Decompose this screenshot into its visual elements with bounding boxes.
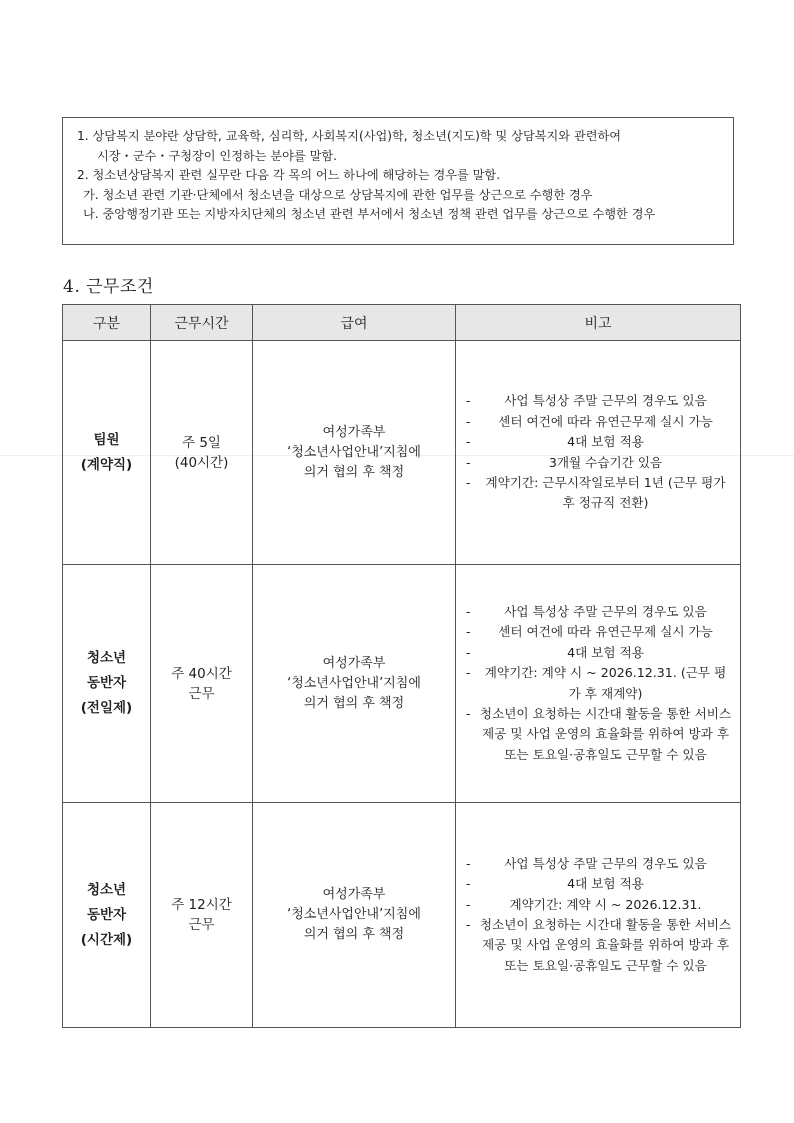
remark-item: - 청소년이 요청하는 시간대 활동을 통한 서비스 제공 및 사업 운영의 효율화를 위하여 방과 후 또는 토요일·공휴일도 근무할 수 있음 xyxy=(464,704,732,765)
cell-gubun xyxy=(63,341,151,565)
remarks-list xyxy=(464,602,732,765)
remark-item: - 청소년이 요청하는 시간대 활동을 통한 서비스 제공 및 사업 운영의 효율화를 위하여 방과 후 또는 토요일·공휴일도 근무할 수 있음 xyxy=(464,915,732,976)
cell-remarks xyxy=(456,803,741,1028)
cell-work-hours xyxy=(151,803,253,1028)
header-work-hours: 근무시간 xyxy=(151,305,253,341)
note-line-1-cont: 시장・군수・구청장이 인정하는 분야를 말함. xyxy=(97,148,338,163)
pay-line: 의거 협의 후 책정 xyxy=(303,695,405,711)
gubun-line: 동반자 xyxy=(86,906,127,923)
remark-item: - 4대 보험 적용 xyxy=(464,874,732,894)
pay-line: ‘청소년사업안내’지침에 xyxy=(287,444,421,460)
remark-item: - 계약기간: 계약 시 ~ 2026.12.31. (근무 평가 후 재계약) xyxy=(464,663,732,704)
notes-box xyxy=(62,117,734,245)
gubun-line: 동반자 xyxy=(86,675,127,691)
pay-line: 여성가족부 xyxy=(322,655,386,671)
cell-work-hours xyxy=(151,565,253,803)
table-row xyxy=(63,341,741,565)
time-line: 주 5일 xyxy=(182,434,221,451)
cell-remarks xyxy=(456,341,741,565)
note-item-na: 나. 중앙행정기관 또는 지방자치단체의 청소년 관련 부서에서 청소년 정책 관련 업무를 상근으로 수행한 경우 xyxy=(83,207,656,221)
time-line: 근무 xyxy=(188,917,215,933)
remark-item: - 3개월 수습기간 있음 xyxy=(464,453,732,473)
gubun-line: (계약직) xyxy=(80,456,133,473)
remark-item: - 4대 보험 적용 xyxy=(464,432,732,452)
table-row xyxy=(63,565,741,803)
time-line: 근무 xyxy=(188,685,215,702)
gubun-line: (시간제) xyxy=(80,931,133,948)
remark-item: - 사업 특성상 주말 근무의 경우도 있음 xyxy=(464,391,732,411)
cell-salary xyxy=(253,341,456,565)
table-row xyxy=(63,803,741,1028)
pay-line: 의거 협의 후 책정 xyxy=(303,464,405,480)
gubun-line: 청소년 xyxy=(86,650,127,666)
pay-line: ‘청소년사업안내’지침에 xyxy=(287,675,421,691)
work-conditions-table xyxy=(62,304,741,1028)
header-remarks: 비고 xyxy=(456,305,741,341)
gubun-line: (전일제) xyxy=(80,700,133,716)
time-line: 주 12시간 xyxy=(171,897,232,913)
remark-item: - 계약기간: 계약 시 ~ 2026.12.31. xyxy=(464,895,732,915)
remark-item: - 계약기간: 근무시작일로부터 1년 (근무 평가 후 정규직 전환) xyxy=(464,473,732,514)
pay-line: 의거 협의 후 책정 xyxy=(303,927,405,942)
note-item-ga: 가. 청소년 관련 기관·단체에서 청소년을 대상으로 상담복지에 관한 업무를 상근으로 수행한 경우 xyxy=(83,187,593,202)
cell-gubun xyxy=(63,565,151,803)
header-gubun: 구분 xyxy=(63,305,151,341)
section-title: 4. 근무조건 xyxy=(63,277,154,297)
cell-salary xyxy=(253,565,456,803)
remark-item: - 센터 여건에 따라 유연근무제 실시 가능 xyxy=(464,412,732,432)
pay-line: 여성가족부 xyxy=(322,424,386,440)
remark-item: - 사업 특성상 주말 근무의 경우도 있음 xyxy=(464,602,732,622)
cell-work-hours xyxy=(151,341,253,565)
header-salary: 급여 xyxy=(253,305,456,341)
pay-line: 여성가족부 xyxy=(322,887,386,902)
remarks-list xyxy=(464,854,732,976)
time-line: (40시간) xyxy=(174,454,229,471)
gubun-line: 팀원 xyxy=(93,431,120,448)
remarks-list xyxy=(464,391,732,513)
note-line-2: 2. 청소년상담복지 관련 실무란 다음 각 목의 어느 하나에 해당하는 경우를 말함. xyxy=(77,168,501,182)
time-line: 주 40시간 xyxy=(171,665,232,682)
remark-item: - 센터 여건에 따라 유연근무제 실시 가능 xyxy=(464,622,732,642)
gubun-line: 청소년 xyxy=(86,881,127,898)
pay-line: ‘청소년사업안내’지침에 xyxy=(287,907,421,922)
remark-item: - 4대 보험 적용 xyxy=(464,643,732,663)
note-line-1: 1. 상담복지 분야란 상담학, 교육학, 심리학, 사회복지(사업)학, 청소년(지도)학 및 상담복지와 관련하여 xyxy=(77,129,622,143)
cell-remarks xyxy=(456,565,741,803)
remark-item: - 사업 특성상 주말 근무의 경우도 있음 xyxy=(464,854,732,874)
cell-salary xyxy=(253,803,456,1028)
cell-gubun xyxy=(63,803,151,1028)
table-header-row xyxy=(63,305,741,341)
